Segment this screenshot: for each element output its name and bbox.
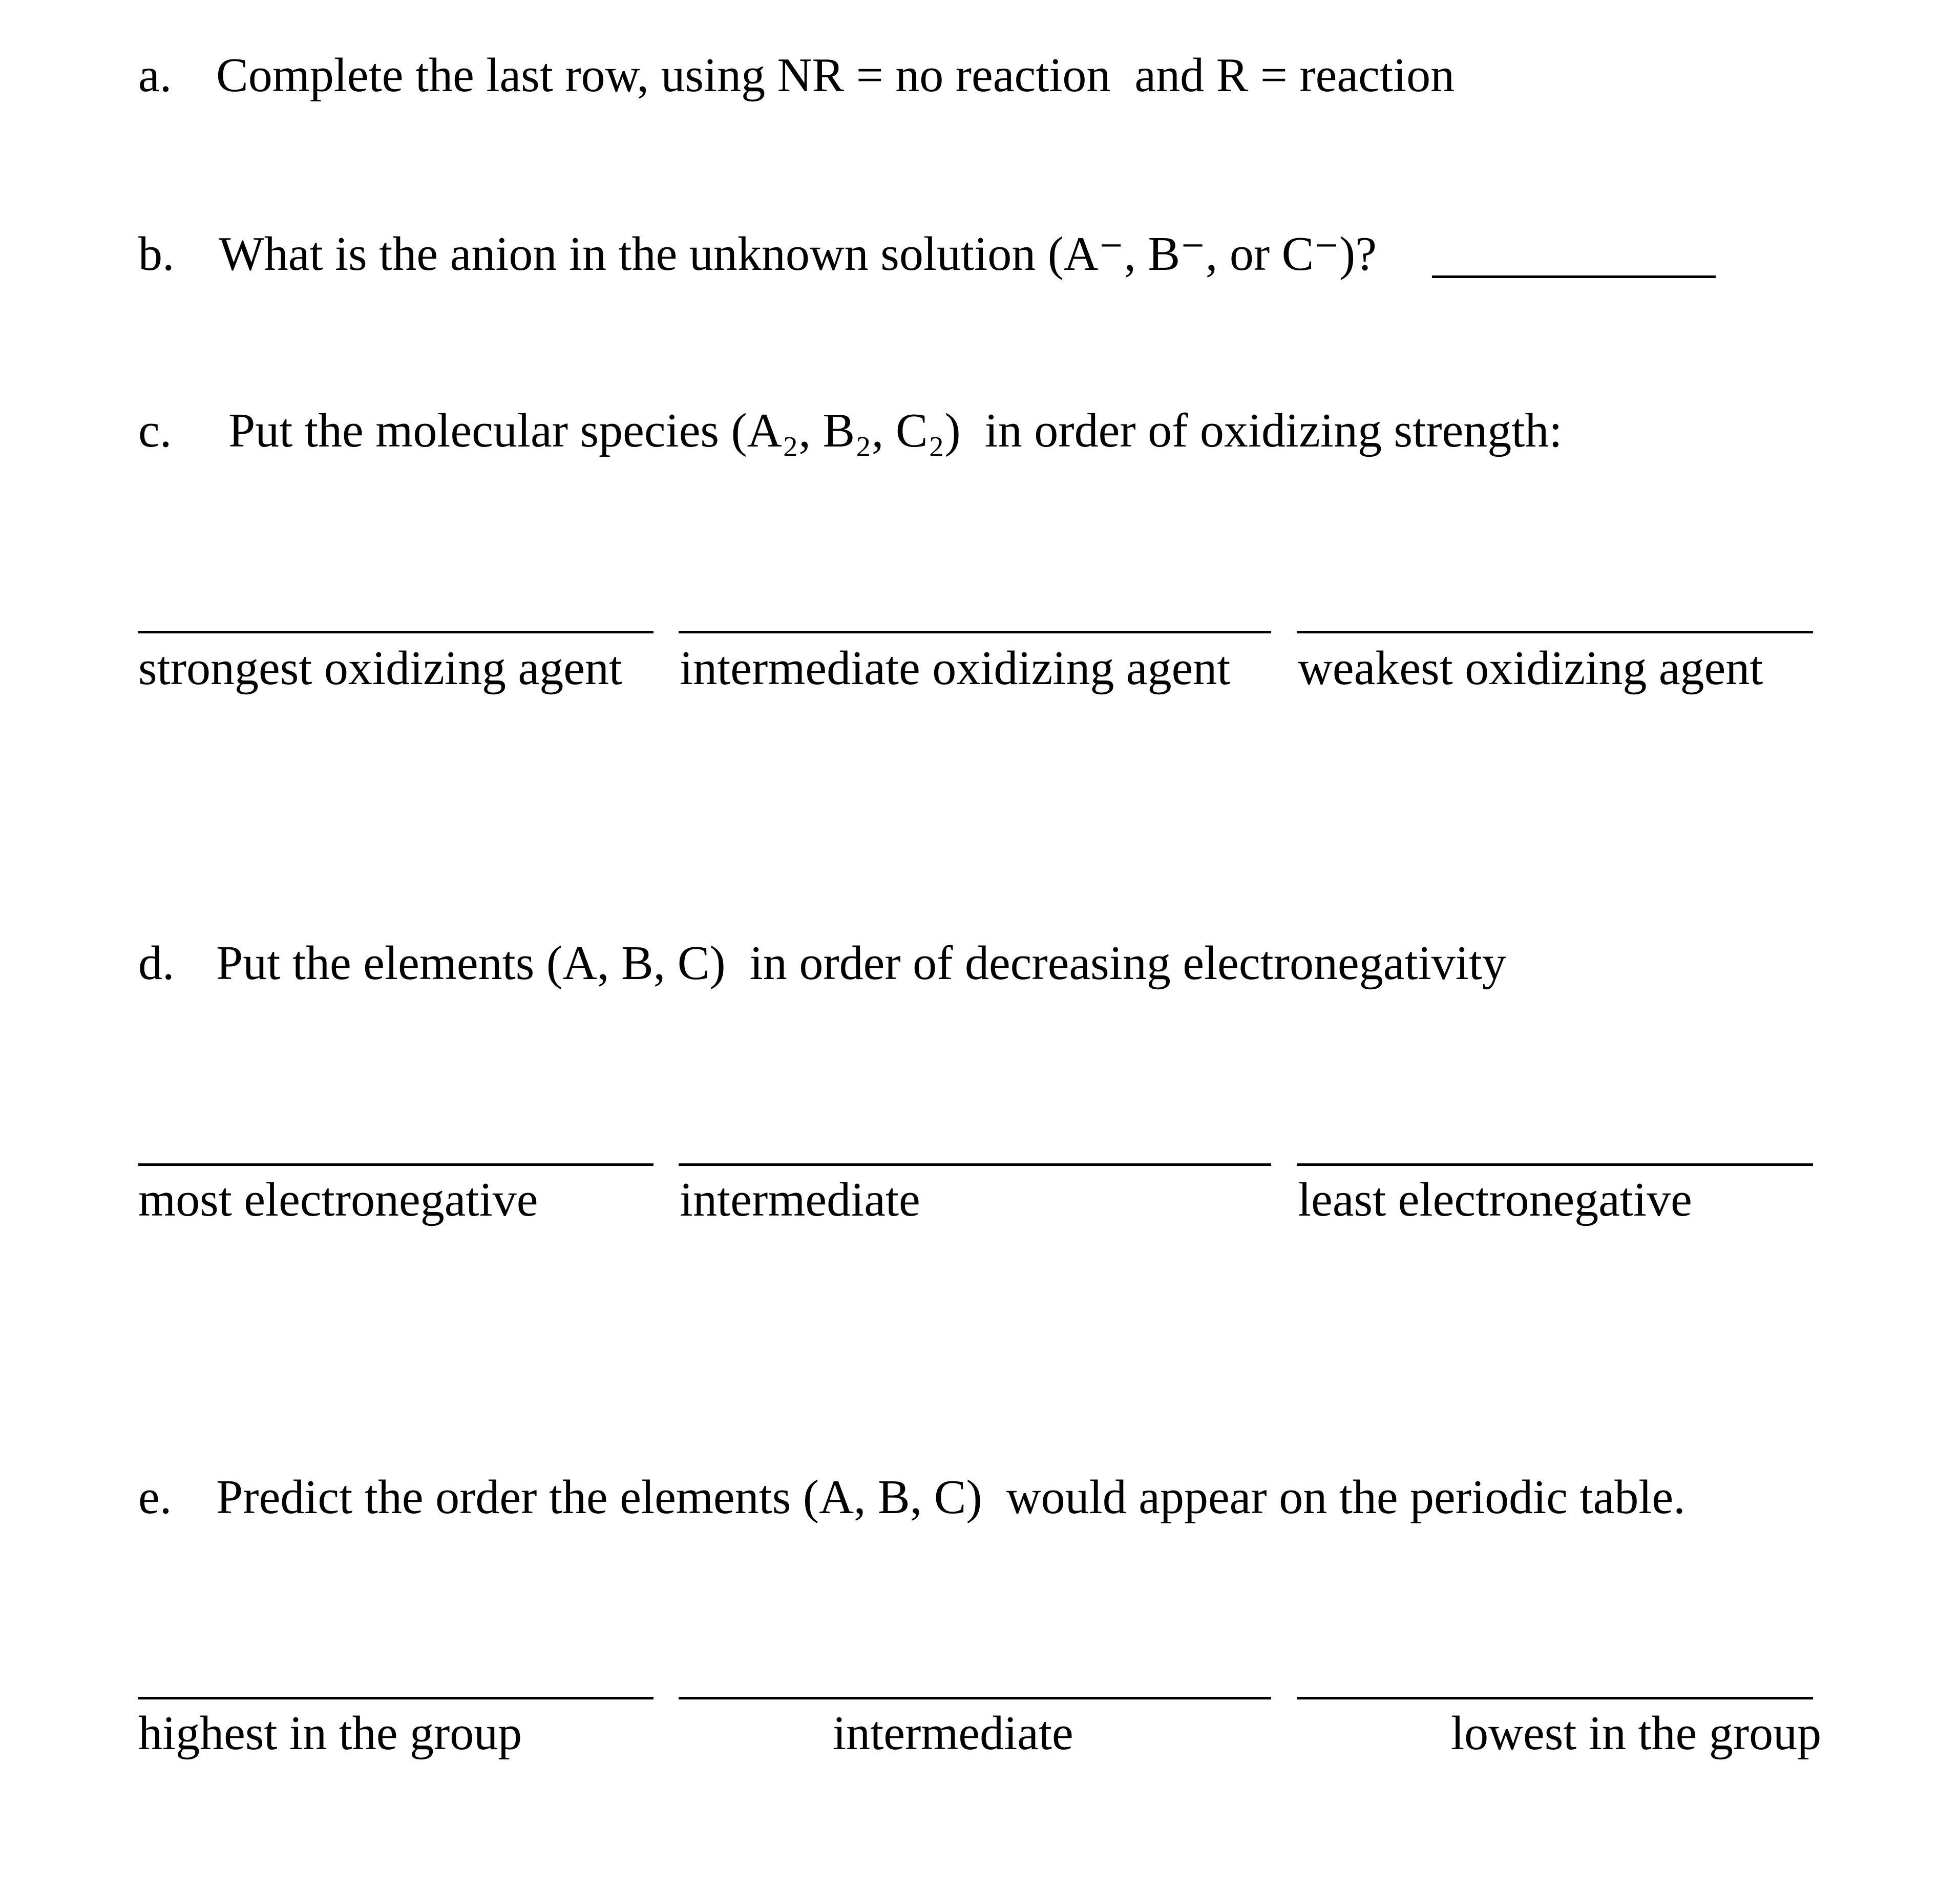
answer-blank-d-1[interactable] bbox=[138, 1163, 654, 1166]
question-e-letter: e. bbox=[138, 1471, 172, 1524]
answer-blank-d-3[interactable] bbox=[1297, 1163, 1813, 1166]
label-weakest: weakest oxidizing agent bbox=[1298, 642, 1763, 695]
question-a-text: Complete the last row, using NR = no reaction and R = reaction bbox=[216, 49, 1455, 102]
label-strongest: strongest oxidizing agent bbox=[138, 642, 623, 695]
label-least-electronegative: least electronegative bbox=[1298, 1173, 1692, 1226]
answer-blank-c-3[interactable] bbox=[1297, 631, 1813, 633]
question-b-letter: b. bbox=[138, 227, 175, 281]
answer-blank-b[interactable] bbox=[1432, 275, 1716, 278]
question-e-text: Predict the order the elements (A, B, C) would appear on the periodic table. bbox=[216, 1471, 1685, 1524]
answer-blank-d-2[interactable] bbox=[679, 1163, 1271, 1166]
answer-blank-c-2[interactable] bbox=[679, 631, 1271, 633]
label-intermediate-group: intermediate bbox=[833, 1707, 1073, 1760]
label-intermediate-oxidizing: intermediate oxidizing agent bbox=[680, 642, 1231, 695]
question-b-text: What is the anion in the unknown solution (A⁻, B⁻, or C⁻)? bbox=[219, 227, 1377, 281]
label-highest-in-group: highest in the group bbox=[138, 1707, 522, 1760]
question-c-letter: c. bbox=[138, 404, 172, 457]
label-most-electronegative: most electronegative bbox=[138, 1173, 538, 1226]
answer-blank-c-1[interactable] bbox=[138, 631, 654, 633]
answer-blank-e-1[interactable] bbox=[138, 1697, 654, 1699]
answer-blank-e-2[interactable] bbox=[679, 1697, 1271, 1699]
question-a-letter: a. bbox=[138, 49, 172, 102]
question-c-text: Put the molecular species (A₂, B₂, C₂) in order of oxidizing strength: bbox=[228, 404, 1563, 457]
label-intermediate-electronegative: intermediate bbox=[680, 1173, 920, 1226]
answer-blank-e-3[interactable] bbox=[1297, 1697, 1813, 1699]
question-d-letter: d. bbox=[138, 937, 175, 990]
label-lowest-in-group: lowest in the group bbox=[1451, 1707, 1822, 1760]
question-d-text: Put the elements (A, B, C) in order of decreasing electronegativity bbox=[216, 937, 1506, 990]
